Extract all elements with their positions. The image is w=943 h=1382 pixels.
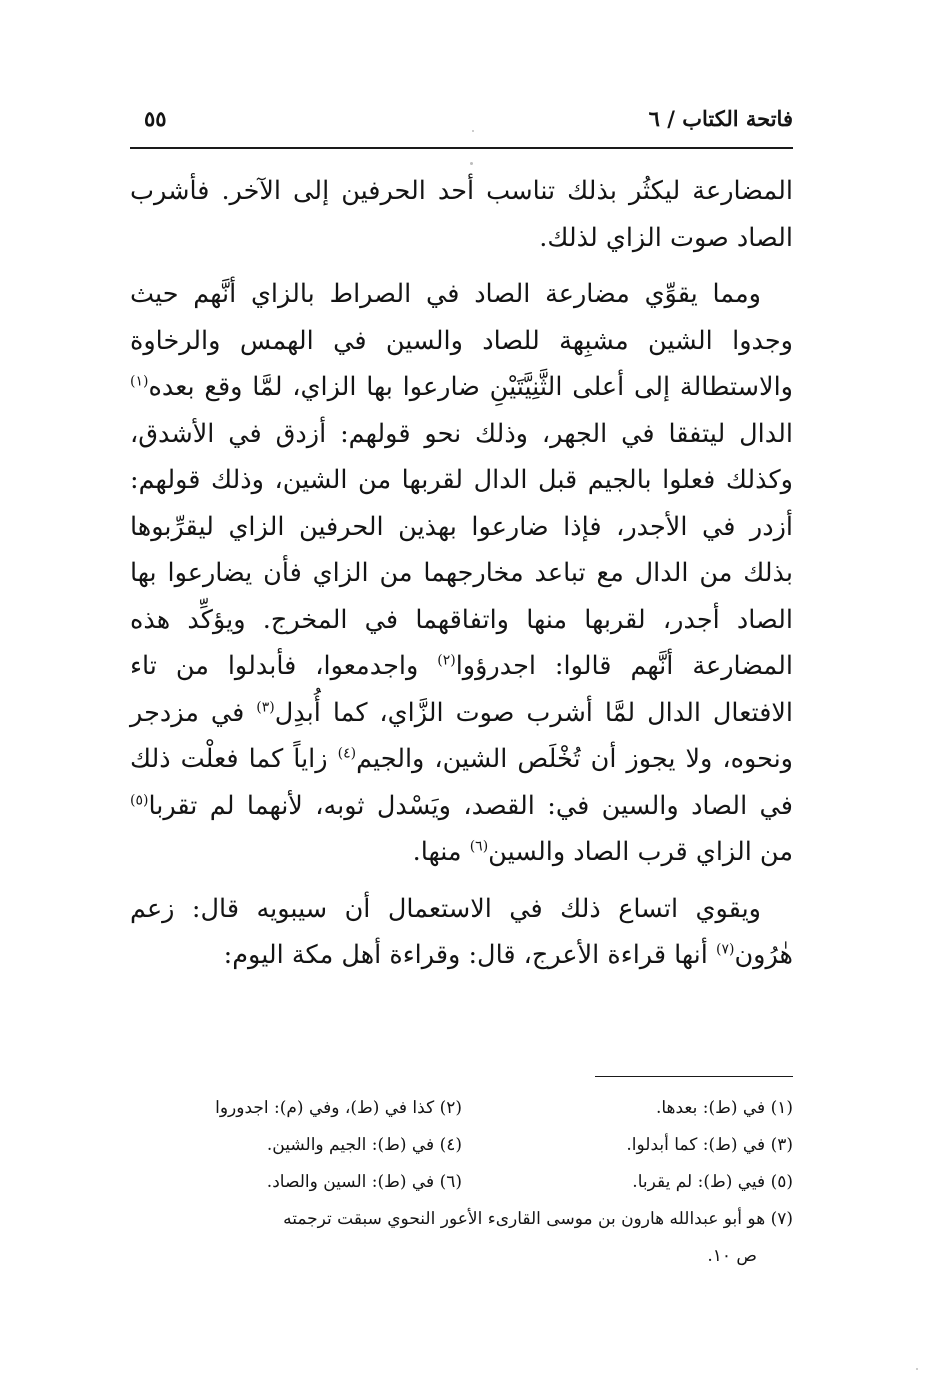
paragraph-text: الدال ليتفقا في الجهر، وذلك نحو قولهم: أزدق في الأشدق، وكذلك فعلوا بالجيم قبل الدال لقربها من الشين، وذلك قولهم: أزدر في الأجدر، فإذا ضارعوا بهذين الحرفين الزاي ليقرِّبوها بذلك من الدال مع تباعد مخارجهما من الزاي فأن يضارعوا بها الصاد أجدر، لقربها منها واتفاقهما في المخرج. ويؤكِّد هذه المضارعة أنَّهم قالوا: اجدرؤوا <box>130 418 793 681</box>
footnote-4 <box>130 1127 462 1164</box>
footnote-text: في (ط): كما أبدلوا. <box>626 1135 766 1155</box>
footnote-row <box>130 1090 793 1127</box>
footnote-text: كذا في (ط)، وفي (م): اجدوروا <box>215 1098 435 1118</box>
paragraph-text: واجدمعوا، فأبدلوا من تاء الافتعال الدال لمَّا أشرب صوت الزَّاي، كما أُبدِل <box>130 651 794 728</box>
paragraph-text: ومما يقوِّي مضارعة الصاد في الصراط بالزاي أنَّهم حيث وجدوا الشين مشبِهة للصاد والسين في الهمس والرخاوة والاستطالة إلى أعلى الثَّنِيَّتَيْنِ ضارعوا بها الزاي، لمَّا وقع بعده <box>130 279 793 402</box>
scan-speck <box>916 1368 918 1370</box>
footnote-ref-5[interactable]: (٥) <box>130 792 149 808</box>
paragraph-text: المضارعة ليكثُر بذلك تناسب أحد الحرفين إلى الآخر. فأشرب الصاد صوت الزاي لذلك. <box>130 176 793 253</box>
footnote-number: (٦) <box>439 1172 462 1192</box>
footnote-6 <box>130 1164 462 1201</box>
paragraph-text: زاياً كما فعلْت ذلك في الصاد والسين في: القصد، ويَسْدل ثوبه، لأنهما لم تقربا <box>130 744 793 821</box>
footnote-2 <box>130 1090 462 1127</box>
scan-speck <box>472 130 474 132</box>
footnote-number: (٧) <box>770 1209 793 1229</box>
footnote-row <box>130 1127 793 1164</box>
footnote-7-continuation: ص ١٠. <box>707 1246 757 1266</box>
header-rule <box>130 147 793 149</box>
running-title: فاتحة الكتاب / ٦ <box>648 106 793 131</box>
footnote-text: فيي (ط): لم يقربا. <box>632 1172 766 1192</box>
footnote-ref-2[interactable]: (٢) <box>437 652 456 669</box>
paragraph-1 <box>130 168 793 261</box>
paragraph-text: أنها قراءة الأعرج، قال: وقراءة أهل مكة اليوم: <box>223 940 708 970</box>
footnote-ref-1[interactable]: (١) <box>130 373 149 390</box>
footnote-1 <box>462 1090 793 1127</box>
footnote-5 <box>462 1164 793 1201</box>
main-text <box>130 168 793 989</box>
footnote-separator <box>595 1076 793 1077</box>
footnotes <box>130 1090 793 1275</box>
footnote-text: في (ط): الجيم والشين. <box>266 1135 435 1155</box>
page-header <box>130 106 793 142</box>
footnote-text: هو أبو عبدالله هارون بن موسى القارىء الأعور النحوي سبقت ترجمته <box>283 1209 766 1229</box>
paragraph-text: في مزدجر ونحوه، ولا يجوز أن تُخْلَص الشين، والجيم <box>130 697 793 774</box>
footnote-number: (١) <box>770 1098 793 1118</box>
paragraph-2 <box>130 271 793 876</box>
paragraph-text: من الزاي قرب الصاد والسين <box>488 837 793 867</box>
footnote-number: (٢) <box>439 1098 462 1118</box>
footnote-ref-6[interactable]: (٦) <box>469 838 489 855</box>
page-number: ٥٥ <box>144 106 167 131</box>
footnote-number: (٣) <box>770 1135 793 1155</box>
paragraph-text: ويقوي اتساع ذلك في الاستعمال أن سيبويه قال: زعم هٰرُون <box>130 893 793 970</box>
footnote-ref-7[interactable]: (٧) <box>715 941 735 958</box>
footnote-ref-3[interactable]: (٣) <box>256 699 275 715</box>
footnote-3 <box>462 1127 793 1164</box>
footnote-row <box>130 1164 793 1201</box>
footnote-text: في (ط): السين والصاد. <box>266 1172 435 1192</box>
paragraph-3 <box>130 886 793 979</box>
footnote-text: في (ط): بعدها. <box>655 1098 766 1118</box>
paragraph-text: منها. <box>412 837 462 867</box>
scan-speck <box>470 162 473 165</box>
footnote-7 <box>130 1201 793 1238</box>
footnote-number: (٤) <box>439 1135 462 1155</box>
footnote-ref-4[interactable]: (٤) <box>337 745 357 762</box>
footnote-number: (٥) <box>770 1172 793 1192</box>
